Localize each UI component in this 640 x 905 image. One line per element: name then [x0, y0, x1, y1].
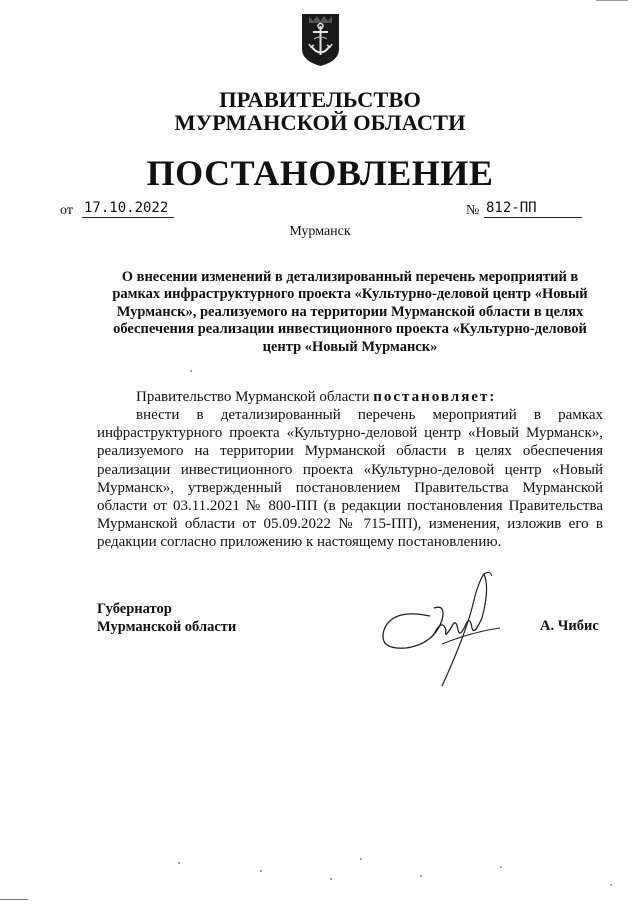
date-prefix: от: [60, 203, 73, 218]
org-name-line2: МУРМАНСКОЙ ОБЛАСТИ: [174, 110, 466, 135]
coat-of-arms-icon: [301, 13, 340, 67]
resolution-body: внести в детализированный перечень мероприятий в рамках инфраструктурного проекта «Культурно-деловой центр «Новый Мурманск», реализуемого на территории Мурманской области в целях обеспечения реализации инвестиционного проекта «Культурно-деловой центр «Новый Мурманск», утвержденный постановлением Правительства Мурманской области от 03.11.2021 № 800-ПП (в редакции постановления Правительства Мурманской области от 05.09.2022 № 715-ПП), изменения, изложив его в редакции согласно приложению к настоящему постановлению.: [97, 407, 603, 551]
signatory-position-line2: Мурманской области: [97, 619, 237, 635]
resolution-intro: [97, 388, 603, 406]
number-prefix: №: [466, 203, 480, 218]
scan-dot: [330, 878, 332, 880]
document-city: Мурманск: [289, 224, 351, 239]
scan-dot: [178, 862, 180, 864]
document-date: 17.10.2022: [82, 200, 174, 218]
signatory-name: А. Чибис: [540, 618, 599, 634]
org-name-line1: ПРАВИТЕЛЬСТВО: [219, 87, 421, 112]
scan-mark-bottom: [0, 899, 28, 900]
scan-dot: [190, 370, 192, 372]
document-number: 812-ПП: [484, 200, 582, 218]
document-type-title: ПОСТАНОВЛЕНИЕ: [146, 153, 494, 193]
resolution-lead: Правительство Мурманской области: [136, 389, 374, 405]
scan-dot: [260, 870, 262, 872]
document-subject: О внесении изменений в детализированный перечень мероприятий в рамках инфраструктурного проекта «Культурно-деловой центр «Новый Мурманск», реализуемого на территории Мурманской области в целях обеспечения реализации инвестиционного проекта «Культурно-деловой центр «Новый Мурманск»: [112, 269, 588, 355]
signature-icon: [372, 568, 522, 688]
resolution-action: постановляет:: [373, 389, 497, 405]
signatory-position: [97, 600, 236, 636]
scan-dot: [500, 866, 502, 868]
signatory-position-line1: Губернатор: [97, 601, 172, 617]
scan-dot: [360, 858, 362, 860]
scan-dot: [420, 875, 422, 877]
scan-mark-top: [596, 0, 628, 1]
scan-dot: [610, 884, 612, 886]
